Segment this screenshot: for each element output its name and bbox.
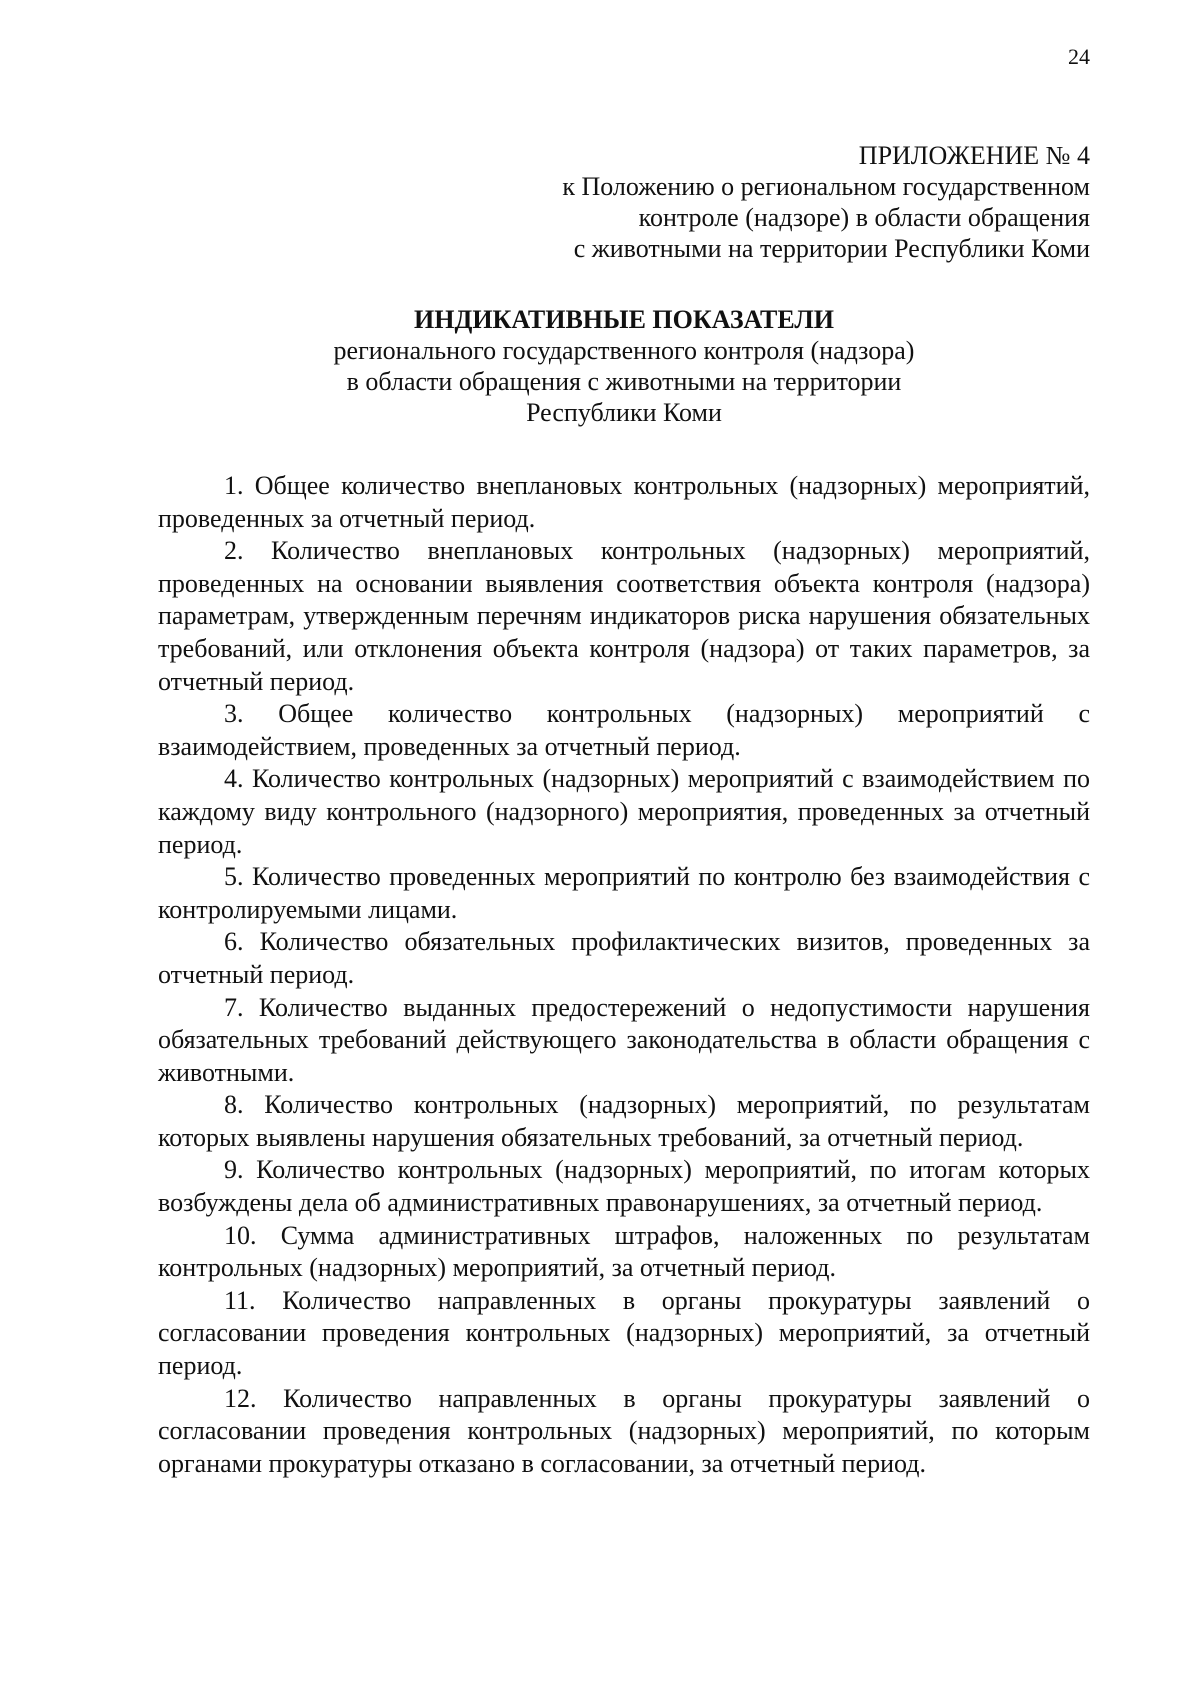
indicator-item-6: 6. Количество обязательных профилактических визитов, проведенных за отчетный период. bbox=[158, 927, 1090, 989]
indicator-item-5: 5. Количество проведенных мероприятий по контролю без взаимодействия с контролируемыми лицами. bbox=[158, 862, 1090, 924]
indicator-item-4: 4. Количество контрольных (надзорных) мероприятий с взаимодействием по каждому виду контрольного (надзорного) мероприятия, проведенных за отчетный период. bbox=[158, 764, 1090, 859]
appendix-header bbox=[562, 140, 1090, 264]
subtitle-line-1: регионального государственного контроля (надзора) bbox=[333, 336, 915, 365]
indicator-item-8: 8. Количество контрольных (надзорных) мероприятий, по результатам которых выявлены нарушения обязательных требований, за отчетный период. bbox=[158, 1090, 1090, 1152]
subtitle-line-3: Республики Коми bbox=[526, 398, 722, 427]
indicator-item-9: 9. Количество контрольных (надзорных) мероприятий, по итогам которых возбуждены дела об административных правонарушениях, за отчетный период. bbox=[158, 1155, 1090, 1218]
document-title: ИНДИКАТИВНЫЕ ПОКАЗАТЕЛИ bbox=[414, 305, 834, 334]
indicator-item-11: 11. Количество направленных в органы прокуратуры заявлений о согласовании проведения контрольных (надзорных) мероприятий, за отчетный период. bbox=[158, 1285, 1090, 1381]
appendix-title: ПРИЛОЖЕНИЕ № 4 bbox=[858, 141, 1090, 170]
subtitle-line-2: в области обращения с животными на территории bbox=[346, 367, 902, 396]
document-heading bbox=[158, 304, 1090, 428]
indicator-item-12: 12. Количество направленных в органы прокуратуры заявлений о согласовании проведения контрольных (надзорных) мероприятий, по которым органами прокуратуры отказано в согласовании, за отчетный период. bbox=[158, 1383, 1090, 1478]
indicator-item-7: 7. Количество выданных предостережений о недопустимости нарушения обязательных требований действующего законодательства в области обращения с животными. bbox=[158, 992, 1090, 1087]
appendix-line-2: к Положению о региональном государственном bbox=[562, 172, 1090, 201]
indicator-item-3: 3. Общее количество контрольных (надзорных) мероприятий с взаимодействием, проведенных за отчетный период. bbox=[158, 699, 1090, 761]
appendix-line-4: с животными на территории Республики Коми bbox=[573, 234, 1090, 263]
page-number: 24 bbox=[1068, 44, 1090, 69]
indicator-item-10: 10. Сумма административных штрафов, наложенных по результатам контрольных (надзорных) мероприятий, за отчетный период. bbox=[158, 1220, 1090, 1283]
indicator-item-1: 1. Общее количество внеплановых контрольных (надзорных) мероприятий, проведенных за отчетный период. bbox=[158, 471, 1090, 533]
indicator-list bbox=[158, 470, 1090, 1480]
appendix-line-3: контроле (надзоре) в области обращения bbox=[638, 203, 1090, 232]
indicator-item-2: 2. Количество внеплановых контрольных (надзорных) мероприятий, проведенных на основании выявления соответствия объекта контроля (надзора) параметрам, утвержденным перечням индикаторов риска нарушения обязательных требований, или отклонения объекта контроля (надзора) от таких параметров, за отчетный период. bbox=[158, 536, 1090, 696]
